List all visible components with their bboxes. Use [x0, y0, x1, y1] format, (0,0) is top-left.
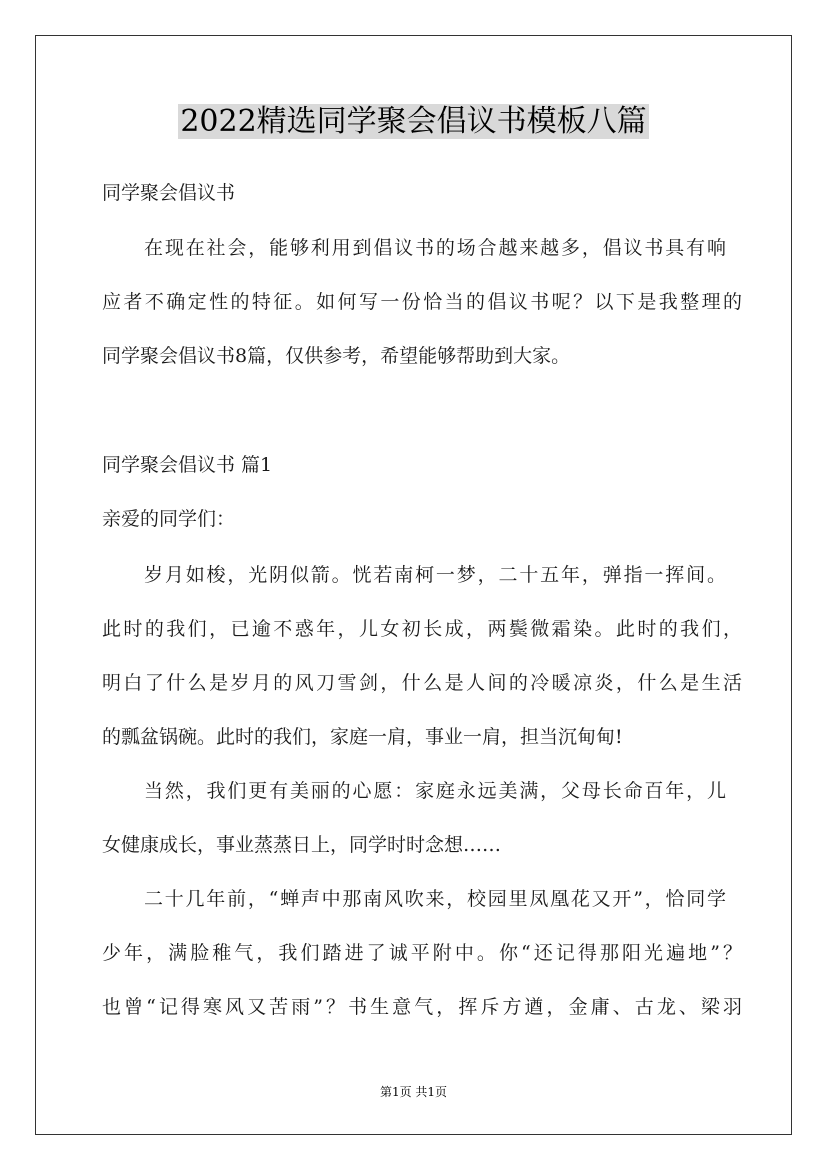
section-heading: 同学聚会倡议书 篇1 [102, 454, 273, 476]
paragraph-line: 也曾“记得寒风又苦雨”？书生意气，挥斥方遒，金庸、古龙、梁羽 [102, 996, 742, 1018]
paragraph-line: 的瓢盆锅碗。此时的我们，家庭一肩，事业一肩，担当沉甸甸! [102, 726, 623, 748]
paragraph-line: 当然，我们更有美丽的心愿：家庭永远美满，父母长命百年，儿 [144, 780, 726, 802]
page-number: 第1页 共1页 [379, 1085, 448, 1099]
paragraph-line: 岁月如梭，光阴似箭。恍若南柯一梦，二十五年，弹指一挥间。 [144, 564, 726, 586]
document-title [0, 101, 827, 143]
title-text: 2022精选同学聚会倡议书模板八篇 [180, 104, 647, 139]
paragraph-line: 明白了什么是岁月的风刀雪剑，什么是人间的冷暖凉炎，什么是生活 [102, 672, 742, 694]
paragraph-line: 女健康成长，事业蒸蒸日上，同学时时念想…… [102, 834, 502, 856]
paragraph-line: 同学聚会倡议书8篇，仅供参考，希望能够帮助到大家。 [102, 345, 571, 367]
section-heading: 同学聚会倡议书 [102, 182, 236, 204]
paragraph-line: 二十几年前，“蝉声中那南风吹来，校园里凤凰花又开”，恰同学 [144, 888, 726, 910]
paragraph-line: 应者不确定性的特征。如何写一份恰当的倡议书呢？以下是我整理的 [102, 291, 742, 313]
paragraph-line: 在现在社会，能够利用到倡议书的场合越来越多，倡议书具有响 [144, 237, 726, 259]
paragraph-line: 此时的我们，已逾不惑年，儿女初长成，两鬓微霜染。此时的我们， [102, 618, 742, 640]
paragraph-line: 少年，满脸稚气，我们踏进了诚平附中。你“还记得那阳光遍地”？ [102, 942, 742, 964]
salutation: 亲爱的同学们： [102, 508, 236, 530]
